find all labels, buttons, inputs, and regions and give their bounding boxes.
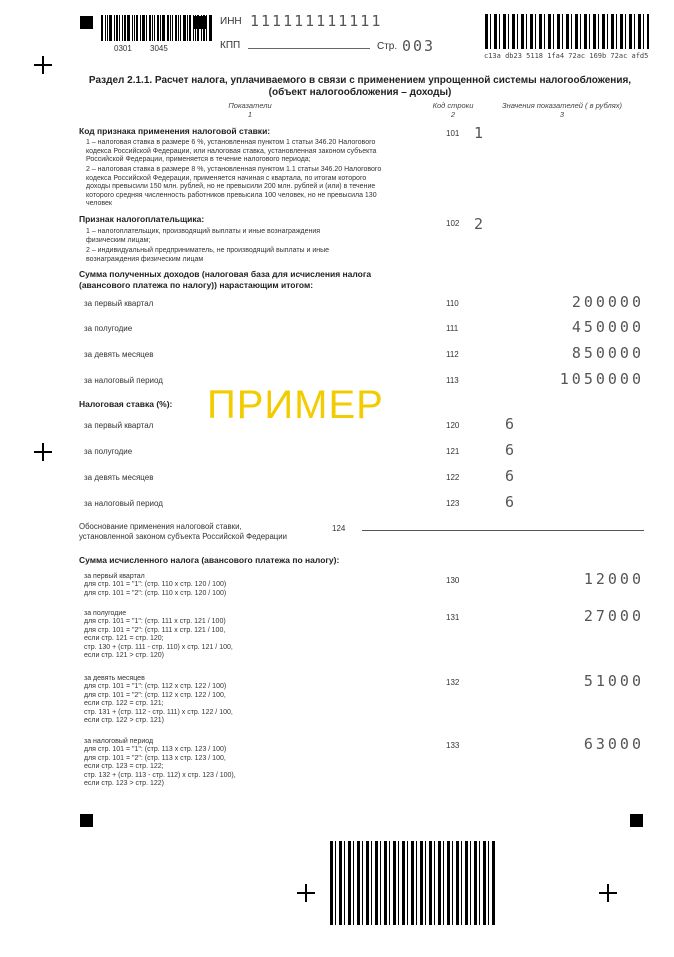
line-code-131: 131: [446, 613, 460, 622]
formula-line: для стр. 101 = "2": (стр. 113 х стр. 123 / 100,: [84, 754, 226, 762]
barcode-bar: [107, 15, 108, 41]
kpp-label: КПП: [220, 40, 241, 51]
barcode-bar: [172, 15, 173, 41]
barcode-bar: [136, 15, 138, 41]
rate-code-option-1: [86, 139, 436, 165]
income-row-label: за полугодие: [84, 324, 133, 333]
barcode-bar: [195, 15, 196, 41]
formula-line: если стр. 122 = стр. 121;: [84, 700, 164, 708]
tax-rate-row-label: за девять месяцев: [84, 473, 154, 482]
barcode-bar: [109, 15, 112, 41]
text-line: кодекса Российской Федерации, или налоговая ставка, установленная законом субъекта: [86, 147, 377, 155]
income-value-112[interactable]: 850000: [571, 344, 644, 362]
formula-line: для стр. 101 = "1": (стр. 111 х стр. 121 / 100): [84, 618, 226, 626]
page-label: Стр.: [377, 41, 398, 52]
line-code-124: 124: [332, 524, 346, 533]
text-line: 1 – налоговая ставка в размере 6 %, установленная пунктом 1 статьи 346.20 Налогового: [86, 139, 376, 146]
tax-rate-value-121[interactable]: 6: [505, 441, 515, 459]
line-code-101: 101: [446, 129, 460, 138]
formula-line: стр. 131 + (стр. 112 - стр. 111) х стр. 122 / 100,: [84, 708, 233, 716]
tax-row-label: [84, 675, 384, 725]
rate-code-option-2: [86, 166, 436, 209]
line-code-121: 121: [446, 447, 460, 456]
tax-value-132[interactable]: 51000: [583, 672, 644, 690]
formula-line: для стр. 101 = "1": (стр. 112 х стр. 122 / 100): [84, 683, 227, 691]
tax-rate-heading: Налоговая ставка (%):: [79, 399, 173, 409]
formula-line: если стр. 123 > стр. 122): [84, 780, 164, 788]
line-code-102: 102: [446, 219, 460, 228]
barcode-bar: [162, 15, 165, 41]
barcode-bar: [132, 15, 133, 41]
tax-rate-value-123[interactable]: 6: [505, 493, 515, 511]
formula-line: для стр. 101 = "1": (стр. 113 х стр. 123 / 100): [84, 746, 227, 754]
text-line: вознаграждения физическим лицам: [86, 255, 204, 263]
datamatrix-code-top: [485, 14, 649, 49]
barcode-bar: [140, 15, 141, 41]
barcode-bar: [105, 15, 106, 41]
income-value-113[interactable]: 1050000: [559, 370, 644, 388]
tax-rate-row-label: за полугодие: [84, 447, 133, 456]
barcode-bar: [119, 15, 120, 41]
barcode-bar: [101, 15, 103, 41]
barcode-bar: [154, 15, 155, 41]
corner-marker: [80, 16, 93, 29]
formula-line: за первый квартал: [84, 573, 145, 580]
taxpayer-option-1: [86, 228, 416, 245]
barcode-bar: [206, 15, 207, 41]
crosshair-mark: [297, 884, 315, 902]
formula-line: для стр. 101 = "2": (стр. 111 х стр. 121 / 100,: [84, 626, 226, 634]
income-row-label: за девять месяцев: [84, 350, 154, 359]
barcode-bar: [149, 15, 151, 41]
section-title: [60, 75, 660, 99]
text-line: человек: [86, 200, 112, 208]
barcode-bar: [201, 15, 202, 41]
inn-value: 111111111111: [250, 12, 383, 30]
formula-line: если стр. 123 = стр. 122;: [84, 763, 164, 771]
tax-value-133[interactable]: 63000: [583, 735, 644, 753]
barcode-bar: [193, 15, 194, 41]
line-code-120: 120: [446, 421, 460, 430]
tax-rate-row-label: за налоговый период: [84, 499, 163, 508]
taxpayer-value: 2: [474, 215, 484, 233]
tax-amount-heading: Сумма исчисленного налога (авансового платежа по налогу):: [79, 555, 340, 565]
tax-row-label: [84, 573, 384, 598]
line-code-130: 130: [446, 576, 460, 585]
formula-line: за полугодие: [84, 610, 127, 617]
tax-value-131[interactable]: 27000: [583, 607, 644, 625]
tax-rate-row-label: за первый квартал: [84, 421, 154, 430]
barcode-bar: [175, 15, 177, 41]
barcode-bar: [170, 15, 171, 41]
tax-rate-value-122[interactable]: 6: [505, 467, 515, 485]
barcode-number-right: 3045: [150, 44, 168, 53]
barcode-bar: [146, 15, 147, 41]
barcode-bar: [152, 15, 153, 41]
datamatrix-code-bottom: [330, 841, 496, 925]
barcode-bar: [116, 15, 118, 41]
section-title-line1: Раздел 2.1.1. Расчет налога, уплачиваемого в связи с применением упрощенной системы налогообложения,: [88, 75, 632, 86]
barcode-bar: [157, 15, 159, 41]
formula-line: для стр. 101 = "2": (стр. 112 х стр. 122 / 100,: [84, 691, 226, 699]
barcode-bar: [127, 15, 130, 41]
formula-line: стр. 132 + (стр. 113 - стр. 112) х стр. 123 / 100),: [84, 771, 236, 779]
barcode-bar: [167, 15, 169, 41]
income-value-110[interactable]: 200000: [571, 293, 644, 311]
text-line: которого средняя численность работников превысила 100 человек, но не превысила 130: [86, 191, 377, 199]
line-code-122: 122: [446, 473, 460, 482]
line-code-110: 110: [446, 299, 459, 308]
formula-line: если стр. 122 > стр. 121): [84, 717, 164, 725]
formula-line: для стр. 101 = "1": (стр. 110 х стр. 120 / 100): [84, 581, 227, 589]
formula-line: за девять месяцев: [84, 675, 145, 682]
rate-code-value: 1: [474, 124, 484, 142]
kpp-line: [248, 48, 370, 49]
rate-basis-field[interactable]: [362, 530, 644, 531]
col-header-values: Значения показателей ( в рублях) 3: [501, 101, 623, 119]
barcode-bar: [114, 15, 115, 41]
line-code-133: 133: [446, 741, 460, 750]
line-code-112: 112: [446, 350, 459, 359]
barcode-bar: [122, 15, 123, 41]
barcode-number-left: 0301: [114, 44, 132, 53]
barcode-bar: [183, 15, 186, 41]
text-line: физическим лицам;: [86, 236, 151, 244]
text-line: Российской Федерации, применяется в течение налогового периода;: [86, 156, 311, 164]
tax-row-label: [84, 738, 384, 788]
barcode-bar: [178, 15, 179, 41]
formula-line: если стр. 121 > стр. 120): [84, 652, 164, 660]
col-header-indicators: Показатели 1: [228, 101, 272, 119]
barcode-bar: [197, 15, 199, 41]
line-code-132: 132: [446, 678, 460, 687]
crosshair-mark: [599, 884, 617, 902]
barcode-bar: [209, 15, 212, 41]
tax-value-130[interactable]: 12000: [583, 570, 644, 588]
barcode-bar: [142, 15, 145, 41]
barcode-bar: [187, 15, 188, 41]
col-header-code: Код строки 2: [432, 101, 474, 119]
taxpayer-option-2: [86, 247, 416, 264]
barcode-bar: [134, 15, 135, 41]
rate-code-heading: Код признака применения налоговой ставки:: [79, 126, 271, 136]
barcode-bar: [180, 15, 181, 41]
barcode-left: [101, 15, 213, 41]
barcode-bar: [124, 15, 126, 41]
barcode-bar: [160, 15, 161, 41]
formula-line: если стр. 121 = стр. 120;: [84, 635, 164, 643]
text-line: доходы превысили 150 млн. рублей, но не превысили 200 млн. рублей и (или) в течение: [86, 183, 376, 191]
corner-marker: [630, 814, 643, 827]
sample-watermark: ПРИМЕР: [207, 383, 384, 427]
corner-marker: [80, 814, 93, 827]
rate-basis-label: Обоснование применения налоговой ставки, установленной законом субъекта Российской Федерации: [79, 522, 287, 541]
code-text: c13a db23 5118 1fa4 72ac 169b 72ac afd5: [484, 52, 649, 60]
income-value-111[interactable]: 450000: [571, 318, 644, 336]
line-code-111: 111: [446, 324, 459, 333]
tax-rate-value-120[interactable]: 6: [505, 415, 515, 433]
line-code-113: 113: [446, 376, 459, 385]
line-code-123: 123: [446, 499, 460, 508]
formula-line: для стр. 101 = "2": (стр. 110 х стр. 120 / 100): [84, 589, 227, 597]
tax-row-label: [84, 610, 384, 660]
inn-label: ИНН: [220, 16, 242, 27]
section-title-line2: (объект налогообложения – доходы): [268, 87, 452, 98]
income-row-label: за налоговый период: [84, 376, 163, 385]
income-row-label: за первый квартал: [84, 299, 154, 308]
barcode-bar: [203, 15, 205, 41]
formula-line: стр. 130 + (стр. 111 - стр. 110) х стр. 121 / 100,: [84, 643, 233, 651]
crosshair-mark: [34, 443, 52, 461]
page-number: 003: [402, 37, 436, 55]
income-heading: Сумма полученных доходов (налоговая база для исчисления налога (авансового платежа по налогу)) нарастающим итогом:: [79, 269, 372, 290]
text-line: кодекса Российской Федерации, применяется начиная с квартала, по итогам которого: [86, 174, 367, 182]
crosshair-mark: [34, 56, 52, 74]
barcode-bar: [189, 15, 191, 41]
text-line: 2 – индивидуальный предприниматель, не производящий выплаты и иные: [86, 247, 330, 254]
formula-line: за налоговый период: [84, 738, 154, 745]
text-line: 1 – налогоплательщик, производящий выплаты и иные вознаграждения: [86, 228, 321, 235]
text-line: 2 – налоговая ставка в размере 8 %, установленная пунктом 1.1 статьи 346.20 Налогового: [86, 166, 382, 173]
taxpayer-heading: Признак налогоплательщика:: [79, 214, 205, 224]
